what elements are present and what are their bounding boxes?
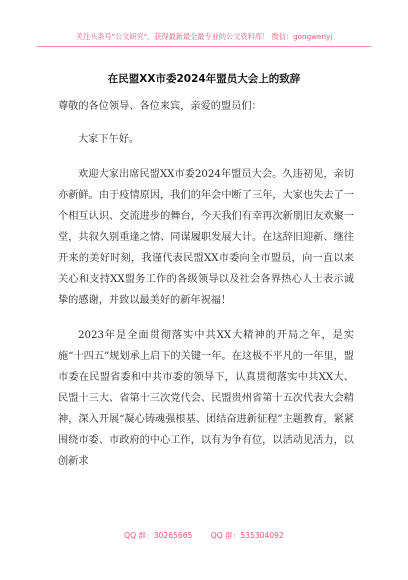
qq-group-2: QQ 群：535304092 <box>210 531 284 540</box>
footer-contacts <box>0 531 408 541</box>
paragraph-review-2023: 2023年是全面贯彻落实中共XX大精神的开局之年，是实施“十四五”规划承上启下的关键一年。在这极不平凡的一年里，盟市委在民盟省委和中共市委的领导下，认真贯彻落实中共XX大、民盟十三大、省第十三次党代会、民盟贵州省第十五次代表大会精神，深入开展“凝心铸魂强根基、团结奋进新征程”主题教育，紧紧围绕市委、市政府的中心工作，以有为争有位，以活动见活力，以创新求 <box>58 330 354 467</box>
qq-group-1: QQ 群：30265665 <box>124 531 193 540</box>
header-note: 关注头条号"公文研究"，获得最新最全最专业的公文资料库！ 微信：gongwenyj <box>75 32 333 41</box>
paragraph-welcome: 欢迎大家出席民盟XX市委2024年盟员大会。久违初见，亲切亦新鲜。由于疫情原因，我们的年会中断了三年，大家也失去了一个相互认识、交流进步的舞台，今天我们有幸再次新朋旧友欢聚一堂，共叙久别重逢之情、同谋履职发展大计。在这辞旧迎新、继往开来的美好时刻，我谨代表民盟XX市委向全市盟员，向一直以来关心和支持XX盟务工作的各级领导以及社会各界热心人士表示诚挚的感谢，并致以最美好的新年祝福！ <box>58 169 354 306</box>
salutation: 尊敬的各位领导、各位来宾，亲爱的盟员们： <box>58 101 262 112</box>
header-divider <box>36 46 372 47</box>
greeting: 大家下午好。 <box>78 134 140 145</box>
document-title: 在民盟XX市委2024年盟员大会上的致辞 <box>107 73 301 85</box>
document-body <box>58 96 354 486</box>
